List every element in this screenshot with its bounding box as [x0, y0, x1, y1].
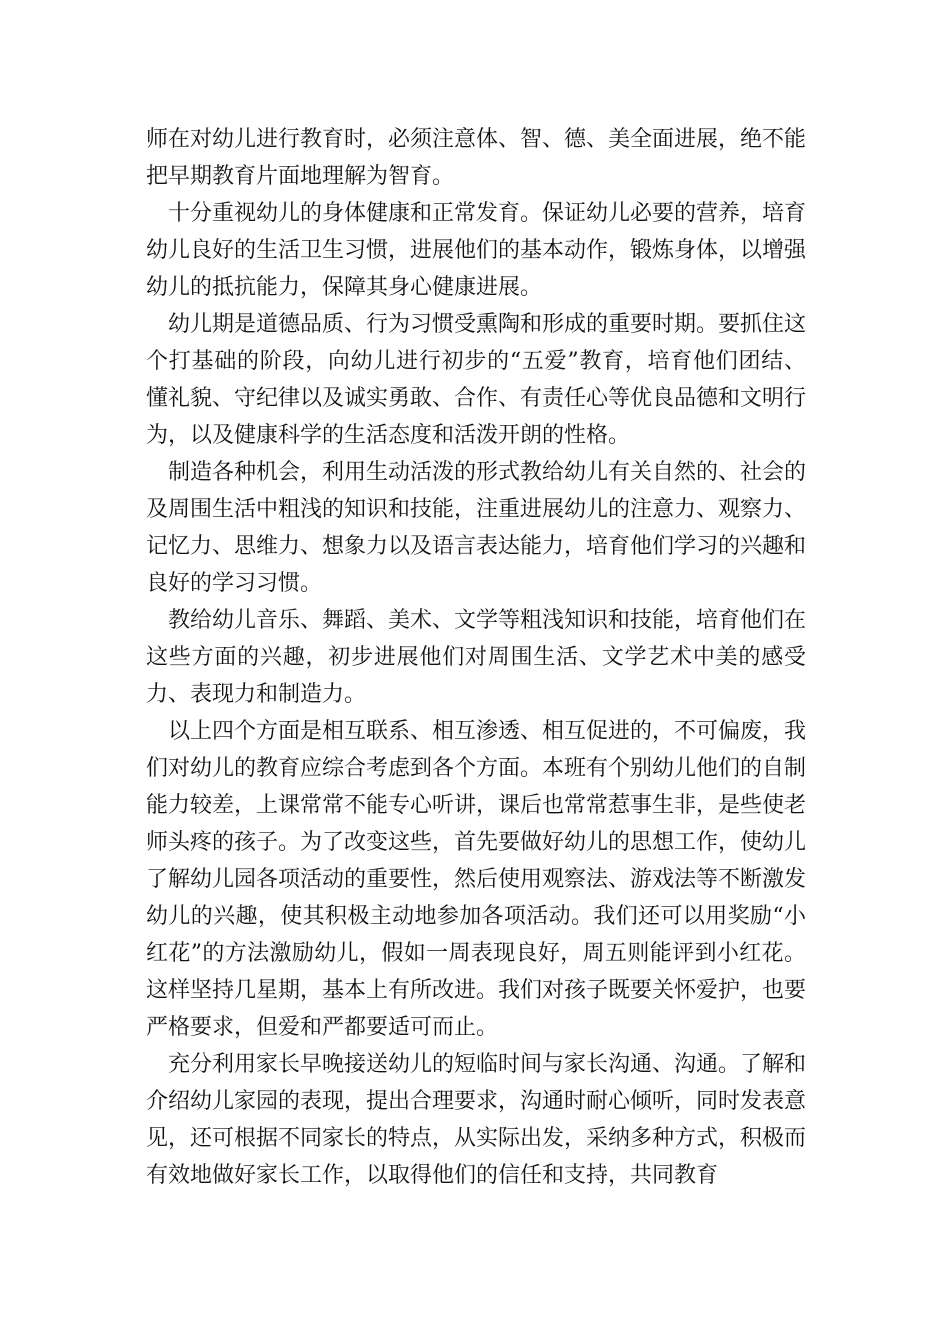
paragraph-5: 教给幼儿音乐、舞蹈、美术、文学等粗浅知识和技能，培育他们在这些方面的兴趣，初步进展他们对周围生活、文学艺术中美的感受力、表现力和制造力。 — [146, 608, 807, 707]
paragraph-6: 以上四个方面是相互联系、相互渗透、相互促进的，不可偏废，我们对幼儿的教育应综合考虑到各个方面。本班有个别幼儿他们的自制能力较差，上课常常不能专心听讲，课后也常常惹事生非，是些使老师头疼的孩子。为了改变这些，首先要做好幼儿的思想工作，使幼儿了解幼儿园各项活动的重要性，然后使用观察法、游戏法等不断激发幼儿的兴趣，使其积极主动地参加各项活动。我们还可以用奖励“小红花”的方法激励幼儿，假如一周表现良好，周五则能评到小红花。这样坚持几星期，基本上有所改进。我们对孩子既要关怀爱护，也要严格要求，但爱和严都要适可而止。 — [146, 719, 807, 1040]
paragraph-7: 充分利用家长早晚接送幼儿的短临时间与家长沟通、沟通。了解和介绍幼儿家园的表现，提出合理要求，沟通时耐心倾听，同时发表意见，还可根据不同家长的特点，从实际出发，采纳多种方式，积极而有效地做好家长工作，以取得他们的信任和支持，共同教育 — [146, 1052, 807, 1188]
paragraph-4: 制造各种机会，利用生动活泼的形式教给幼儿有关自然的、社会的及周围生活中粗浅的知识和技能，注重进展幼儿的注意力、观察力、记忆力、思维力、想象力以及语言表达能力，培育他们学习的兴趣和良好的学习习惯。 — [146, 460, 807, 596]
paragraph-3: 幼儿期是道德品质、行为习惯受熏陶和形成的重要时期。要抓住这个打基础的阶段，向幼儿进行初步的“五爱”教育，培育他们团结、懂礼貌、守纪律以及诚实勇敢、合作、有责任心等优良品德和文明行为，以及健康科学的生活态度和活泼开朗的性格。 — [146, 312, 807, 448]
paragraph-2: 十分重视幼儿的身体健康和正常发育。保证幼儿必要的营养，培育幼儿良好的生活卫生习惯，进展他们的基本动作，锻炼身体，以增强幼儿的抵抗能力，保障其身心健康进展。 — [146, 201, 807, 300]
document-body — [146, 121, 806, 1194]
paragraph-1: 师在对幼儿进行教育时，必须注意体、智、德、美全面进展，绝不能把早期教育片面地理解为智育。 — [146, 127, 807, 189]
